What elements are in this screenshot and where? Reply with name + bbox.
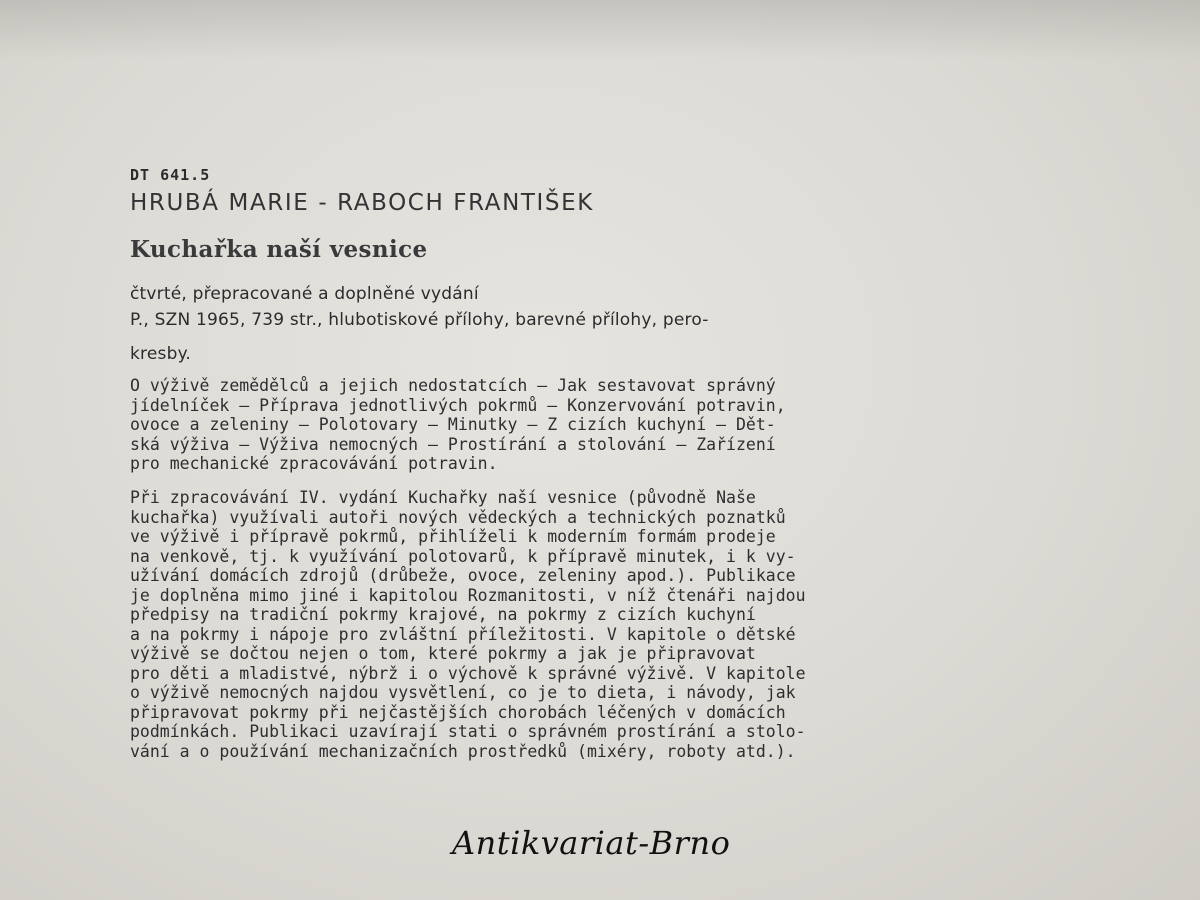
- publication-details-continued: kresby.: [130, 344, 192, 364]
- authors: HRUBÁ MARIE - RABOCH FRANTIŠEK: [130, 190, 594, 216]
- annotation-line: ve výživě i přípravě pokrmů, přihlíželi k moderním formám prodeje: [130, 527, 776, 546]
- annotation-line: výživě se dočtou nejen o tom, které pokrmy a jak je připravovat: [130, 644, 756, 663]
- contents-line: O výživě zemědělců a jejich nedostatcích – Jak sestavovat správný: [130, 376, 776, 395]
- annotation-line: Při zpracovávání IV. vydání Kuchařky naší vesnice (původně Naše: [130, 488, 756, 507]
- edition-statement: čtvrté, přepracované a doplněné vydání: [130, 284, 479, 304]
- annotation-line: o výživě nemocných najdou vysvětlení, co je to dieta, i návody, jak: [130, 683, 796, 702]
- annotation-line: podmínkách. Publikaci uzavírají stati o správném prostírání a stolo-: [130, 722, 806, 741]
- annotation-line: vání a o používání mechanizačních prostředků (mixéry, roboty atd.).: [130, 741, 796, 761]
- contents-line: jídelníček – Příprava jednotlivých pokrmů – Konzervování potravin,: [130, 395, 786, 415]
- book-title: Kuchařka naší vesnice: [130, 236, 428, 263]
- annotation-line: a na pokrmy i nápoje pro zvláštní příležitosti. V kapitole o dětské: [130, 624, 796, 644]
- contents-line: ovoce a zeleniny – Polotovary – Minutky – Z cizích kuchyní – Dět-: [130, 415, 776, 434]
- page-shadow: [0, 0, 1200, 60]
- call-number: DT 641.5: [130, 166, 211, 184]
- contents-paragraph: [130, 376, 980, 474]
- publication-details: P., SZN 1965, 739 str., hlubotiskové přílohy, barevné přílohy, pero-: [130, 310, 709, 330]
- watermark: Antikvariat-Brno: [452, 824, 731, 862]
- annotation-line: je doplněna mimo jiné i kapitolou Rozmanitosti, v níž čtenáři najdou: [130, 585, 806, 605]
- annotation-line: kuchařka) využívali autoři nových vědeckých a technických poznatků: [130, 507, 786, 527]
- annotation-line: na venkově, tj. k využívání polotovarů, k přípravě minutek, i k vy-: [130, 546, 796, 566]
- annotation-line: pro děti a mladistvé, nýbrž i o výchově k správné výživě. V kapitole: [130, 663, 806, 683]
- annotation-line: předpisy na tradiční pokrmy krajové, na pokrmy z cizích kuchyní: [130, 605, 756, 624]
- annotation-line: připravovat pokrmy při nejčastějších chorobách léčených v domácích: [130, 702, 786, 722]
- annotation-paragraph: [130, 488, 980, 761]
- annotation-line: užívání domácích zdrojů (drůbeže, ovoce, zeleniny apod.). Publikace: [130, 566, 796, 585]
- contents-line: pro mechanické zpracovávání potravin.: [130, 454, 498, 473]
- contents-line: ská výživa – Výživa nemocných – Prostírání a stolování – Zařízení: [130, 434, 776, 454]
